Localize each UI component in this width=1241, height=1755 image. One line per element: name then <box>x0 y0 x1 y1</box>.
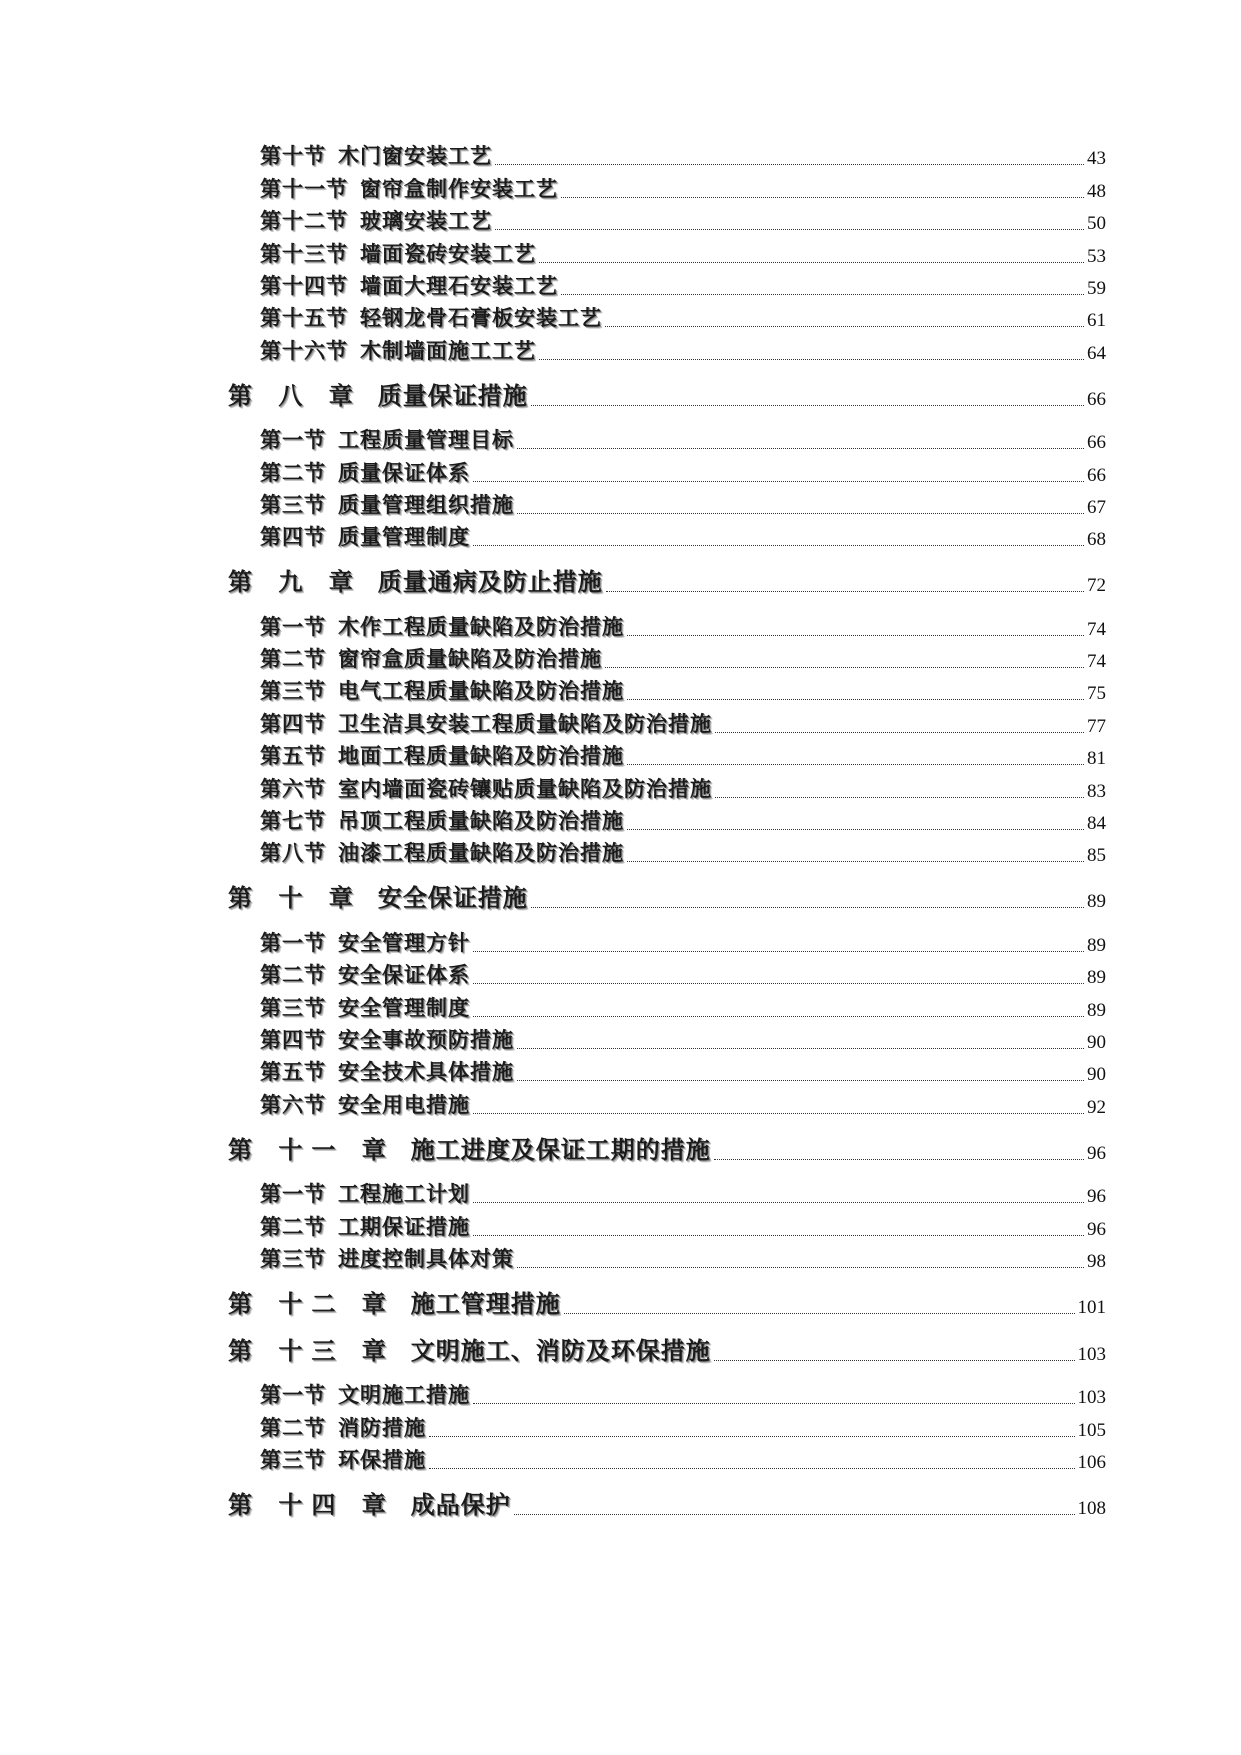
section-heading <box>260 773 712 803</box>
page-number: 43 <box>1087 148 1106 170</box>
toc-chapter-entry[interactable] <box>228 375 1106 411</box>
page-number: 90 <box>1087 1064 1106 1086</box>
section-title: 木制墙面施工工艺 <box>360 337 536 363</box>
section-heading <box>260 173 558 203</box>
section-heading <box>260 1178 470 1208</box>
page-number: 64 <box>1087 342 1106 364</box>
section-heading <box>260 205 492 235</box>
dot-leader <box>715 732 1084 733</box>
chapter-number: 第 十三 章 <box>228 1335 395 1365</box>
section-number: 第四节 <box>260 710 326 736</box>
dot-leader <box>495 229 1084 230</box>
section-heading <box>260 643 602 673</box>
page-number: 92 <box>1087 1096 1106 1118</box>
section-number: 第二节 <box>260 1414 326 1440</box>
page-number: 67 <box>1087 496 1106 518</box>
dot-leader <box>517 448 1084 449</box>
section-number: 第十一节 <box>260 175 348 201</box>
dot-leader <box>473 1403 1075 1404</box>
page-number: 106 <box>1077 1452 1106 1474</box>
section-title: 油漆工程质量缺陷及防治措施 <box>338 840 624 866</box>
dot-leader <box>517 1080 1084 1081</box>
toc-section-entry[interactable] <box>228 673 1106 705</box>
toc-section-entry[interactable] <box>228 454 1106 486</box>
chapter-heading <box>228 376 528 411</box>
section-title: 质量管理组织措施 <box>338 491 514 517</box>
dot-leader <box>714 1360 1075 1361</box>
toc-section-entry[interactable] <box>228 1409 1106 1441</box>
page-number: 81 <box>1087 748 1106 770</box>
toc-section-entry[interactable] <box>228 989 1106 1021</box>
section-heading <box>260 1024 514 1054</box>
page-number: 89 <box>1087 891 1106 913</box>
section-title: 工期保证措施 <box>338 1213 470 1239</box>
section-title: 室内墙面瓷砖镶贴质量缺陷及防治措施 <box>338 775 712 801</box>
page-number: 103 <box>1077 1387 1106 1409</box>
chapter-heading <box>228 1284 561 1319</box>
chapter-number: 第 十 章 <box>228 883 362 913</box>
page-number: 84 <box>1087 813 1106 835</box>
page-number: 105 <box>1077 1419 1106 1441</box>
dot-leader <box>627 829 1084 830</box>
section-heading <box>260 1444 426 1474</box>
section-title: 安全用电措施 <box>338 1091 470 1117</box>
dot-leader <box>473 1202 1084 1203</box>
chapter-number: 第 十四 章 <box>228 1490 395 1520</box>
section-number: 第十二节 <box>260 208 348 234</box>
toc-section-entry[interactable] <box>228 1377 1106 1409</box>
page-number: 77 <box>1087 715 1106 737</box>
dot-leader <box>517 1048 1084 1049</box>
toc-chapter-entry[interactable] <box>228 1283 1106 1319</box>
toc-section-entry[interactable] <box>228 770 1106 802</box>
section-title: 环保措施 <box>338 1447 426 1473</box>
section-heading <box>260 1412 426 1442</box>
section-number: 第十三节 <box>260 240 348 266</box>
toc-section-entry[interactable] <box>228 957 1106 989</box>
section-number: 第三节 <box>260 1447 326 1473</box>
section-title: 电气工程质量缺陷及防治措施 <box>338 678 624 704</box>
toc-section-entry[interactable] <box>228 519 1106 551</box>
toc-section-entry[interactable] <box>228 835 1106 867</box>
page-number: 89 <box>1087 999 1106 1021</box>
toc-section-entry[interactable] <box>228 422 1106 454</box>
section-heading <box>260 270 558 300</box>
section-title: 墙面瓷砖安装工艺 <box>360 240 536 266</box>
section-title: 质量管理制度 <box>338 524 470 550</box>
section-number: 第一节 <box>260 1382 326 1408</box>
section-heading <box>260 675 624 705</box>
toc-chapter-entry[interactable] <box>228 1330 1106 1366</box>
page-number: 90 <box>1087 1031 1106 1053</box>
section-number: 第七节 <box>260 808 326 834</box>
dot-leader <box>627 861 1084 862</box>
toc-chapter-entry[interactable] <box>228 877 1106 913</box>
section-number: 第十六节 <box>260 337 348 363</box>
toc-section-entry[interactable] <box>228 1208 1106 1240</box>
toc-chapter-entry[interactable] <box>228 1129 1106 1165</box>
dot-leader <box>531 405 1084 406</box>
section-number: 第四节 <box>260 1026 326 1052</box>
section-title: 质量保证体系 <box>338 459 470 485</box>
section-title: 工程施工计划 <box>338 1181 470 1207</box>
section-number: 第二节 <box>260 1213 326 1239</box>
chapter-heading <box>228 562 603 597</box>
section-number: 第四节 <box>260 524 326 550</box>
chapter-heading <box>228 1331 711 1366</box>
section-number: 第一节 <box>260 613 326 639</box>
section-title: 卫生洁具安装工程质量缺陷及防治措施 <box>338 710 712 736</box>
dot-leader <box>473 1235 1084 1236</box>
section-title: 消防措施 <box>338 1414 426 1440</box>
section-title: 安全管理制度 <box>338 994 470 1020</box>
section-number: 第二节 <box>260 962 326 988</box>
chapter-title: 安全保证措施 <box>377 883 528 913</box>
dot-leader <box>605 667 1084 668</box>
section-title: 地面工程质量缺陷及防治措施 <box>338 743 624 769</box>
section-title: 安全事故预防措施 <box>338 1026 514 1052</box>
section-heading <box>260 805 624 835</box>
dot-leader <box>473 481 1084 482</box>
page-number: 96 <box>1087 1142 1106 1164</box>
chapter-title: 成品保护 <box>410 1490 511 1520</box>
toc-section-entry[interactable] <box>228 300 1106 332</box>
section-title: 墙面大理石安装工艺 <box>360 272 558 298</box>
toc-section-entry[interactable] <box>228 235 1106 267</box>
toc-section-entry[interactable] <box>228 803 1106 835</box>
toc-section-entry[interactable] <box>228 1022 1106 1054</box>
dot-leader <box>714 1159 1084 1160</box>
section-number: 第五节 <box>260 1059 326 1085</box>
chapter-title: 文明施工、消防及环保措施 <box>410 1335 711 1365</box>
section-heading <box>260 302 602 332</box>
section-number: 第十节 <box>260 143 326 169</box>
chapter-title: 施工进度及保证工期的措施 <box>410 1134 711 1164</box>
section-title: 工程质量管理目标 <box>338 427 514 453</box>
page-number: 74 <box>1087 618 1106 640</box>
dot-leader <box>539 262 1084 263</box>
section-title: 木作工程质量缺陷及防治措施 <box>338 613 624 639</box>
dot-leader <box>517 513 1084 514</box>
page-number: 89 <box>1087 967 1106 989</box>
section-number: 第三节 <box>260 994 326 1020</box>
dot-leader <box>517 1267 1084 1268</box>
chapter-heading <box>228 878 528 913</box>
table-of-contents <box>228 138 1106 1531</box>
dot-leader <box>473 1016 1084 1017</box>
page-number: 66 <box>1087 432 1106 454</box>
section-heading <box>260 140 492 170</box>
page-number: 59 <box>1087 277 1106 299</box>
toc-section-entry[interactable] <box>228 641 1106 673</box>
toc-section-entry[interactable] <box>228 608 1106 640</box>
section-number: 第三节 <box>260 1245 326 1271</box>
dot-leader <box>605 326 1084 327</box>
dot-leader <box>561 197 1084 198</box>
dot-leader <box>715 797 1084 798</box>
page-number: 103 <box>1077 1343 1106 1365</box>
page-number: 53 <box>1087 245 1106 267</box>
section-number: 第十五节 <box>260 305 348 331</box>
dot-leader <box>561 294 1084 295</box>
section-heading <box>260 837 624 867</box>
section-heading <box>260 1056 514 1086</box>
toc-section-entry[interactable] <box>228 487 1106 519</box>
section-heading <box>260 1211 470 1241</box>
chapter-number: 第 九 章 <box>228 567 362 597</box>
section-heading <box>260 1243 514 1273</box>
section-number: 第一节 <box>260 1181 326 1207</box>
toc-section-entry[interactable] <box>228 203 1106 235</box>
section-number: 第三节 <box>260 491 326 517</box>
section-title: 进度控制具体对策 <box>338 1245 514 1271</box>
dot-leader <box>473 951 1084 952</box>
section-title: 窗帘盒制作安装工艺 <box>360 175 558 201</box>
toc-section-entry[interactable] <box>228 332 1106 364</box>
section-number: 第三节 <box>260 678 326 704</box>
section-title: 玻璃安装工艺 <box>360 208 492 234</box>
dot-leader <box>514 1514 1075 1515</box>
section-title: 木门窗安装工艺 <box>338 143 492 169</box>
page-number: 96 <box>1087 1218 1106 1240</box>
toc-section-entry[interactable] <box>228 268 1106 300</box>
section-number: 第六节 <box>260 1091 326 1117</box>
page-number: 68 <box>1087 529 1106 551</box>
toc-section-entry[interactable] <box>228 138 1106 170</box>
toc-section-entry[interactable] <box>228 924 1106 956</box>
toc-section-entry[interactable] <box>228 1054 1106 1086</box>
chapter-number: 第 八 章 <box>228 380 362 410</box>
dot-leader <box>627 764 1084 765</box>
dot-leader <box>606 591 1084 592</box>
section-heading <box>260 238 536 268</box>
section-heading <box>260 992 470 1022</box>
chapter-title: 质量通病及防止措施 <box>377 567 603 597</box>
section-number: 第二节 <box>260 646 326 672</box>
section-heading <box>260 489 514 519</box>
page-number: 108 <box>1077 1498 1106 1520</box>
section-heading <box>260 521 470 551</box>
page-number: 75 <box>1087 683 1106 705</box>
section-number: 第八节 <box>260 840 326 866</box>
section-title: 文明施工措施 <box>338 1382 470 1408</box>
chapter-heading <box>228 1130 711 1165</box>
page-number: 98 <box>1087 1250 1106 1272</box>
page-number: 74 <box>1087 651 1106 673</box>
section-number: 第十四节 <box>260 272 348 298</box>
dot-leader <box>473 983 1084 984</box>
dot-leader <box>531 907 1084 908</box>
dot-leader <box>473 1113 1084 1114</box>
section-heading <box>260 708 712 738</box>
dot-leader <box>627 635 1084 636</box>
page-number: 66 <box>1087 464 1106 486</box>
section-number: 第一节 <box>260 427 326 453</box>
toc-chapter-entry[interactable] <box>228 561 1106 597</box>
section-heading <box>260 1379 470 1409</box>
section-heading <box>260 457 470 487</box>
page-number: 96 <box>1087 1186 1106 1208</box>
section-heading <box>260 927 470 957</box>
section-title: 轻钢龙骨石膏板安装工艺 <box>360 305 602 331</box>
page-number: 50 <box>1087 213 1106 235</box>
page-number: 48 <box>1087 180 1106 202</box>
page-number: 66 <box>1087 388 1106 410</box>
chapter-number: 第 十二 章 <box>228 1288 395 1318</box>
section-number: 第五节 <box>260 743 326 769</box>
section-heading <box>260 740 624 770</box>
toc-chapter-entry[interactable] <box>228 1484 1106 1520</box>
page-number: 89 <box>1087 934 1106 956</box>
page-number: 85 <box>1087 845 1106 867</box>
section-number: 第六节 <box>260 775 326 801</box>
chapter-heading <box>228 1485 511 1520</box>
section-heading <box>260 1089 470 1119</box>
section-number: 第二节 <box>260 459 326 485</box>
section-title: 吊顶工程质量缺陷及防治措施 <box>338 808 624 834</box>
section-title: 安全保证体系 <box>338 962 470 988</box>
dot-leader <box>473 545 1084 546</box>
page-number: 72 <box>1087 575 1106 597</box>
section-title: 安全管理方针 <box>338 929 470 955</box>
page-number: 83 <box>1087 780 1106 802</box>
section-title: 窗帘盒质量缺陷及防治措施 <box>338 646 602 672</box>
section-heading <box>260 335 536 365</box>
chapter-title: 质量保证措施 <box>377 380 528 410</box>
chapter-number: 第 十一 章 <box>228 1134 395 1164</box>
page-number: 61 <box>1087 310 1106 332</box>
page-number: 101 <box>1077 1296 1106 1318</box>
dot-leader <box>564 1313 1075 1314</box>
toc-section-entry[interactable] <box>228 1442 1106 1474</box>
dot-leader <box>429 1436 1075 1437</box>
toc-section-entry[interactable] <box>228 738 1106 770</box>
toc-section-entry[interactable] <box>228 170 1106 202</box>
chapter-title: 施工管理措施 <box>410 1288 561 1318</box>
dot-leader <box>495 164 1084 165</box>
toc-section-entry[interactable] <box>228 1086 1106 1118</box>
section-heading <box>260 959 470 989</box>
dot-leader <box>429 1468 1075 1469</box>
section-heading <box>260 611 624 641</box>
toc-section-entry[interactable] <box>228 1241 1106 1273</box>
toc-section-entry[interactable] <box>228 705 1106 737</box>
toc-section-entry[interactable] <box>228 1176 1106 1208</box>
dot-leader <box>627 699 1084 700</box>
section-number: 第一节 <box>260 929 326 955</box>
section-title: 安全技术具体措施 <box>338 1059 514 1085</box>
section-heading <box>260 424 514 454</box>
dot-leader <box>539 359 1084 360</box>
